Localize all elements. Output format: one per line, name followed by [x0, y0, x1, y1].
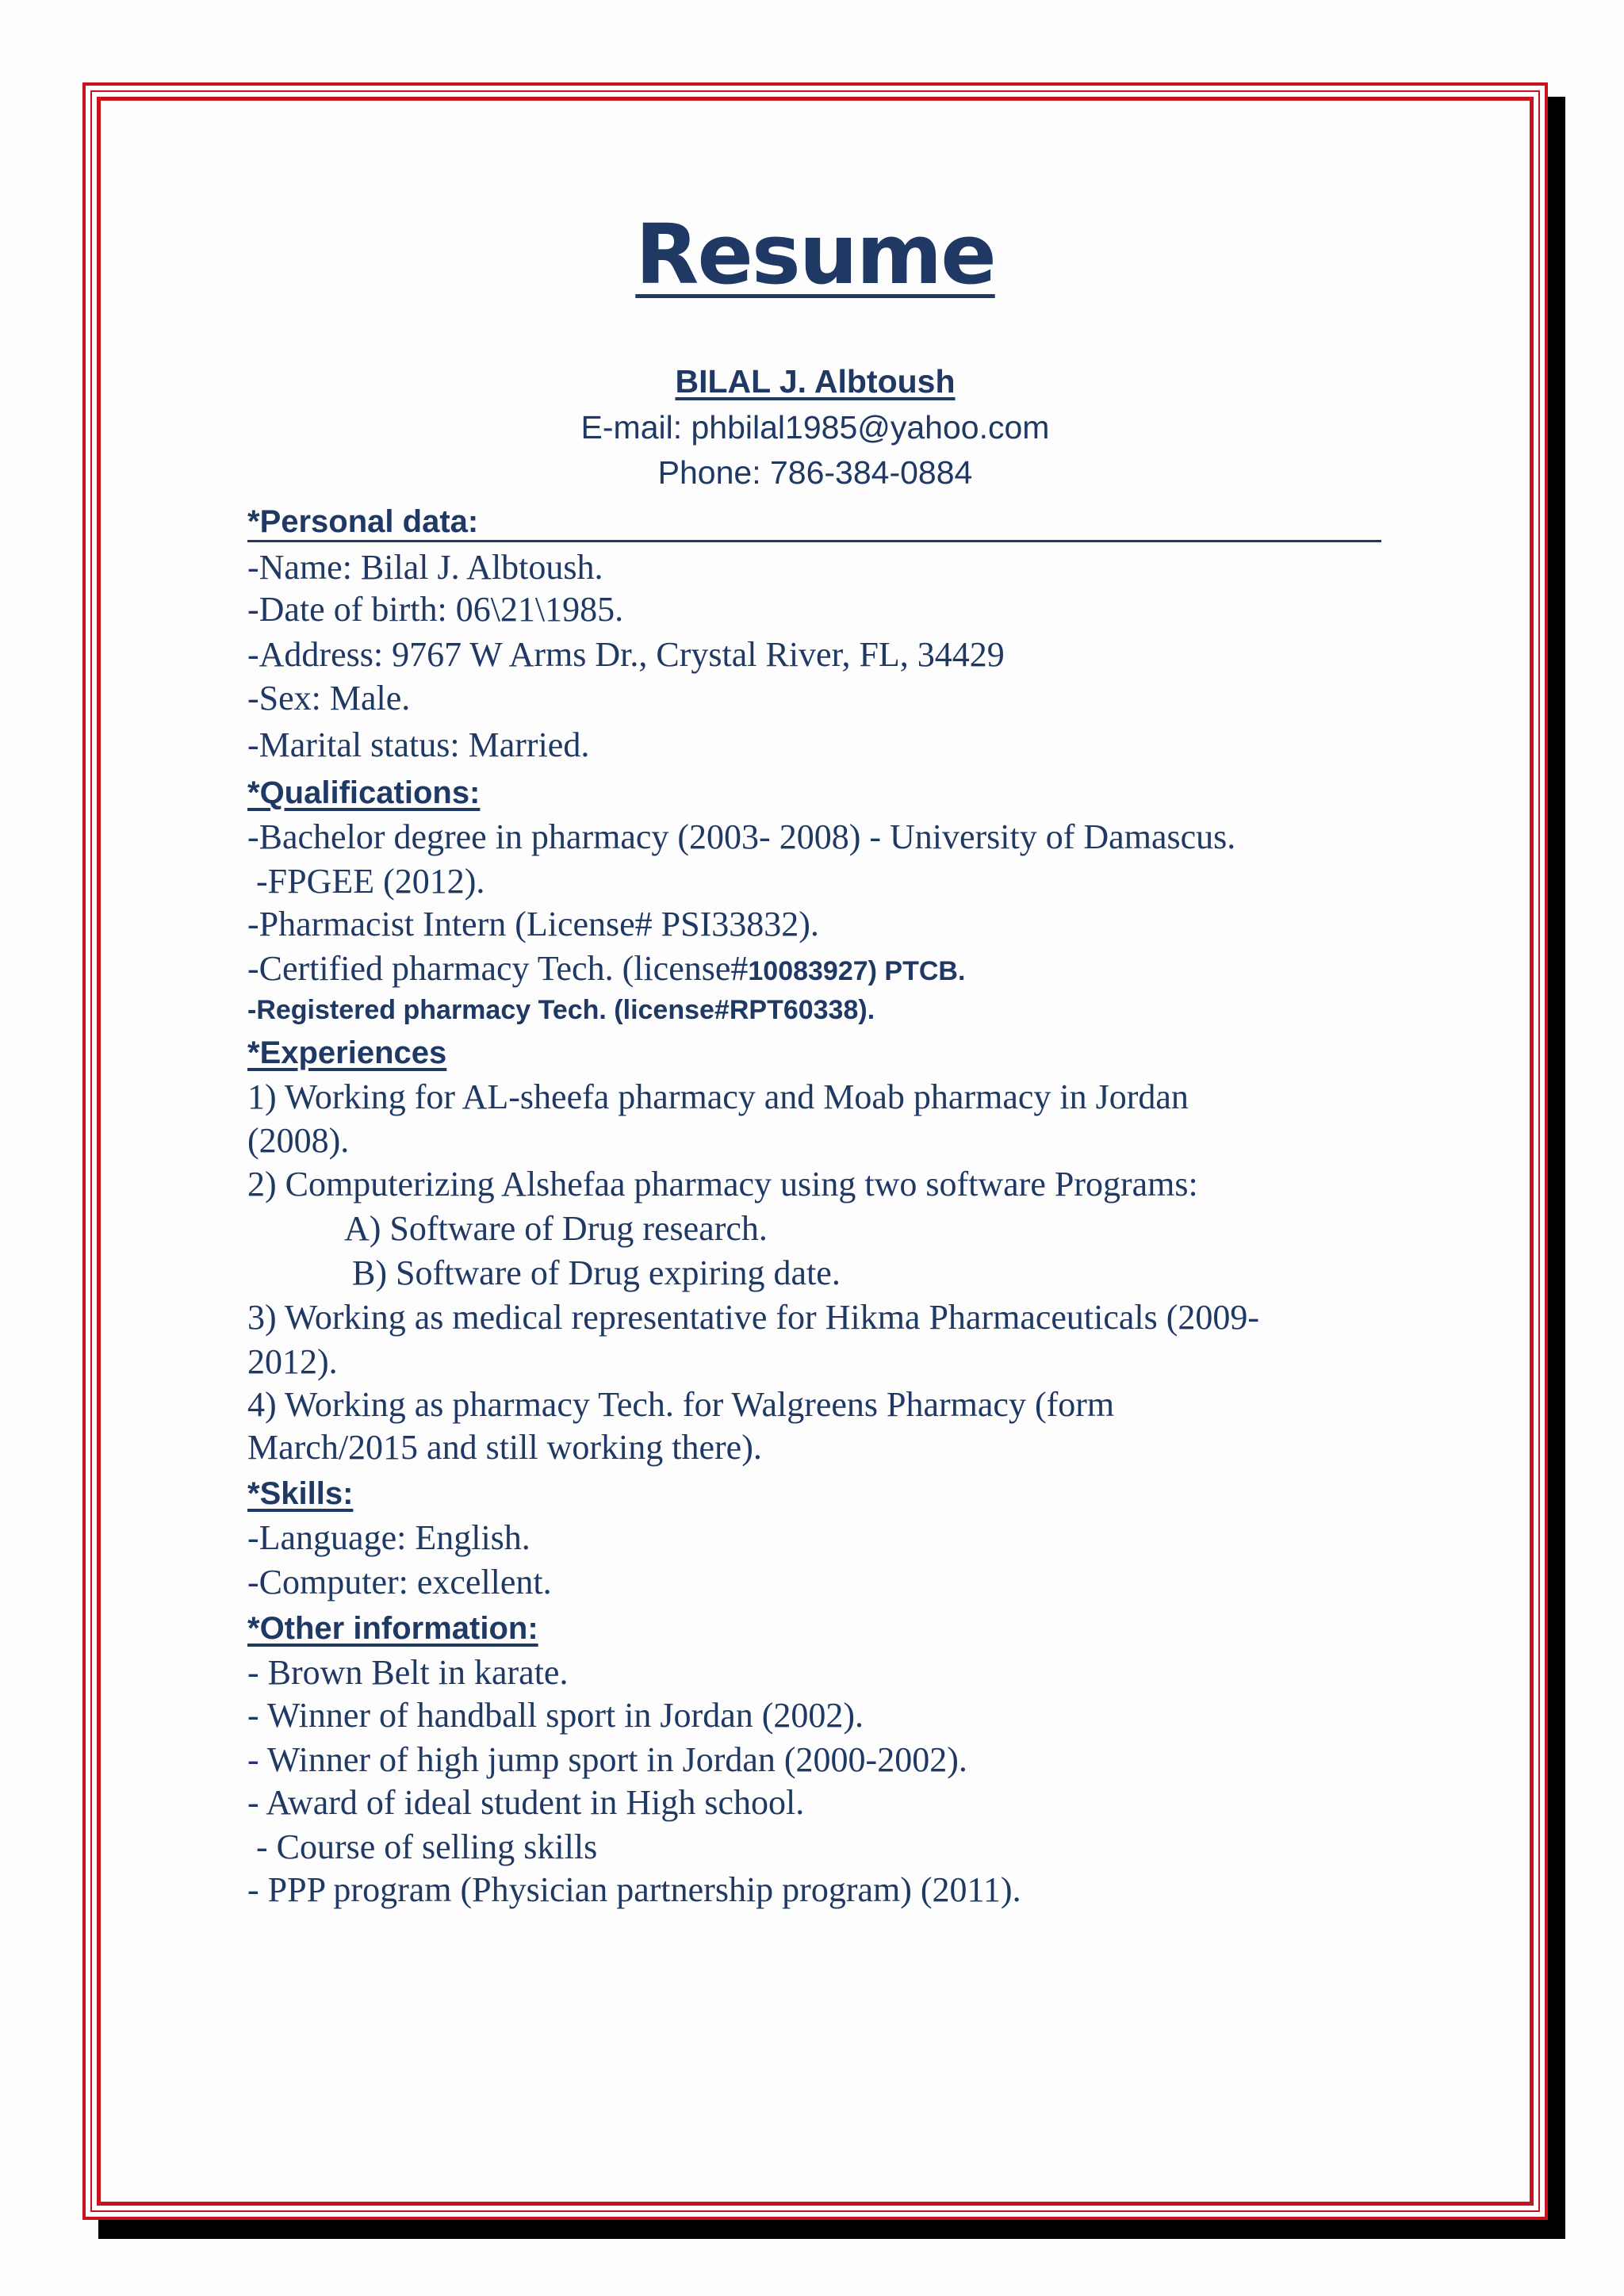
experience-item-2: 2) Computerizing Alshefaa pharmacy using two software Programs:: [247, 1165, 1198, 1203]
experience-item-4-cont: March/2015 and still working there).: [247, 1428, 762, 1467]
experience-item-1-cont: (2008).: [247, 1121, 350, 1160]
experience-item-4: 4) Working as pharmacy Tech. for Walgreens Pharmacy (form: [247, 1385, 1115, 1424]
experience-item-2a: A) Software of Drug research.: [344, 1209, 768, 1248]
skill-language: -Language: English.: [247, 1518, 530, 1557]
page-title: Resume: [635, 206, 995, 303]
certified-text: -Certified pharmacy Tech. (license#: [247, 949, 749, 988]
certified-license: 10083927) PTCB.: [748, 956, 966, 986]
qualification-registered: -Registered pharmacy Tech. (license#RPT60338).: [247, 995, 875, 1025]
experience-item-3: 3) Working as medical representative for Hikma Pharmaceuticals (2009-: [247, 1298, 1260, 1337]
other-item-karate: - Brown Belt in karate.: [247, 1653, 569, 1692]
qualification-intern: -Pharmacist Intern (License# PSI33832).: [247, 905, 819, 943]
personal-data-rule: [247, 540, 1381, 542]
other-item-high-jump: - Winner of high jump sport in Jordan (2000-2002).: [247, 1740, 967, 1779]
qualification-fpgee: -FPGEE (2012).: [247, 862, 485, 901]
skill-computer: -Computer: excellent.: [247, 1563, 552, 1601]
experiences-heading: *Experiences: [247, 1035, 447, 1070]
personal-item-dob: -Date of birth: 06\21\1985.: [247, 590, 624, 629]
other-item-course: - Course of selling skills: [247, 1827, 598, 1866]
phone-line: Phone: 786-384-0884: [657, 454, 973, 491]
qualifications-heading: *Qualifications:: [247, 775, 481, 810]
other-item-ppp: - PPP program (Physician partnership program) (2011).: [247, 1870, 1021, 1909]
experience-item-1: 1) Working for AL-sheefa pharmacy and Moab pharmacy in Jordan: [247, 1077, 1189, 1116]
candidate-name: BILAL J. Albtoush: [675, 363, 956, 400]
skills-heading: *Skills:: [247, 1476, 354, 1511]
experience-item-2b: B) Software of Drug expiring date.: [352, 1253, 841, 1292]
qualification-certified: [247, 948, 965, 989]
personal-item-sex: -Sex: Male.: [247, 679, 411, 718]
email-line[interactable]: E-mail: phbilal1985@yahoo.com: [580, 409, 1050, 446]
personal-item-marital: -Marital status: Married.: [247, 725, 590, 764]
experience-item-3-cont: 2012).: [247, 1342, 338, 1381]
personal-item-address: -Address: 9767 W Arms Dr., Crystal River, FL, 34429: [247, 635, 1005, 674]
other-info-heading: *Other information:: [247, 1611, 538, 1646]
personal-data-heading: *Personal data:: [247, 504, 479, 539]
other-item-handball: - Winner of handball sport in Jordan (2002).: [247, 1696, 864, 1735]
personal-item-name: -Name: Bilal J. Albtoush.: [247, 548, 603, 587]
qualification-bachelor: -Bachelor degree in pharmacy (2003- 2008) - University of Damascus.: [247, 817, 1236, 856]
other-item-award: - Award of ideal student in High school.: [247, 1783, 805, 1822]
